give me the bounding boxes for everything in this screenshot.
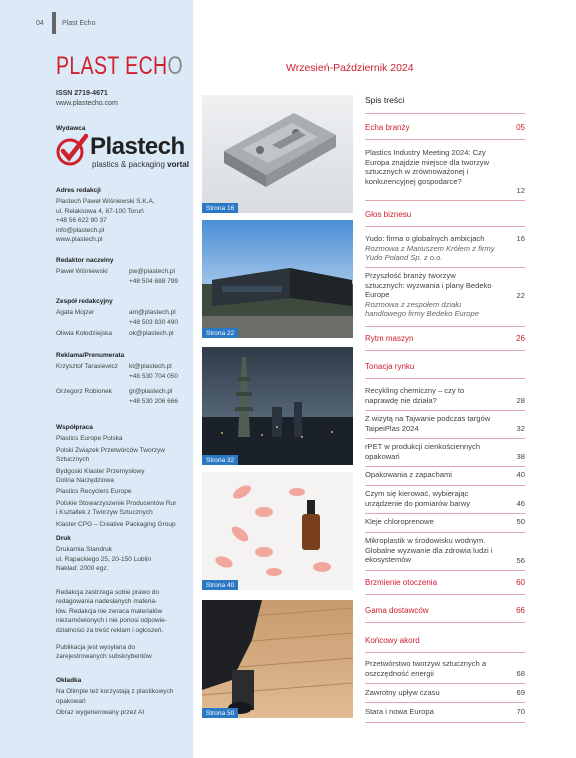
disclaimer: Redakcja zastrzega sobie prawo do redagowania nadesłanych materia- łów. Redakcja nie zwraca materiałów niezamówionych i nie ponosi odpowie- dzialności za treść reklam i ogłoszeń. <box>56 589 167 634</box>
photo-caption: Strona 32 <box>202 455 238 465</box>
toc-section-rytm[interactable]: Rytm maszyn 26 <box>365 334 525 343</box>
mold-image <box>202 95 353 213</box>
toc-divider <box>365 532 525 533</box>
toc-item[interactable]: Z wizytą na Tajwanie podczas targów TaipeiPlas 2024 32 <box>365 414 525 433</box>
toc-item[interactable]: Mikroplastik w środowisku wodnym. Globalne wyzwanie dla zdrowia ludzi i ekosystemów 56 <box>365 536 525 565</box>
cover-block: Okładka Na Olimpie też korzystają z plastikowych opakowań Obraz wygenerowany przez AI <box>56 677 174 717</box>
photo-worker[interactable] <box>202 600 353 718</box>
toc-divider <box>365 683 525 684</box>
website[interactable]: www.plastecho.com <box>56 100 118 107</box>
plast-echo-logo <box>56 52 183 81</box>
toc-divider <box>365 438 525 439</box>
toc-divider <box>365 410 525 411</box>
toc-section-glos[interactable]: Głos biznesu <box>365 210 412 219</box>
toc-item[interactable]: rPET w produkcji cienkościennych opakowań 38 <box>365 442 525 461</box>
photo-caption: Strona 22 <box>202 328 238 338</box>
toc-title: Spis treści <box>365 95 405 105</box>
photo-caption: Strona 16 <box>202 203 238 213</box>
toc-divider <box>365 267 525 268</box>
toc-item[interactable]: Opakowania z zapachami 40 <box>365 470 525 479</box>
toc-divider <box>365 378 525 379</box>
distribution-note: Publikacja jest wysyłana do zarejestrowanych subskrybentów <box>56 644 152 661</box>
logo-main: PLAST ECH <box>56 52 168 80</box>
toc-divider <box>365 113 525 114</box>
toc-section-brzmienie[interactable]: Brzmienie otoczenia 60 <box>365 578 525 587</box>
toc-item[interactable]: Przyszłość branży tworzyw sztucznych: wyzwania i plany Bedeko Europe Rozmowa z zespołem działu handlowego firmy Bedeko Europe 22 <box>365 271 525 319</box>
team-block: Zespół redakcyjny Agata Mojzer am@plastech.pl +48 503 830 490 Oliwia Kołodziejska ok@plastech.pl <box>56 298 178 338</box>
photo-building[interactable] <box>202 220 353 338</box>
photo-mold[interactable] <box>202 95 353 213</box>
toc-item[interactable]: Plastics Industry Meeting 2024: Czy Europa znajdzie miejsce dla tworzyw sztucznych w zrównoważonej i konkurencyjnej gospodarce? 12 <box>365 148 525 195</box>
toc-divider <box>365 226 525 227</box>
plastech-logo-sub: plastics & packaging vortal <box>92 160 189 169</box>
toc-item[interactable]: Stara i nowa Europa 70 <box>365 707 525 716</box>
toc-section-echa[interactable]: Echa branży 05 <box>365 123 525 132</box>
toc-divider <box>365 513 525 514</box>
toc-divider <box>365 485 525 486</box>
page-number: 04 <box>36 20 44 27</box>
ads-block: Reklama/Prenumerata Krzysztof Tarasiewicz kt@plastech.pl +48 530 704 050 Grzegorz Robionek gr@plastech.pl +48 530 206 666 <box>56 352 178 405</box>
toc-divider <box>365 139 525 140</box>
editor-block: Redaktor naczelny Paweł Wiśniewski pw@plastech.pl +48 504 688 799 <box>56 257 178 285</box>
toc-divider <box>365 622 525 623</box>
header-divider <box>52 12 56 34</box>
address-email[interactable]: info@plastech.pl <box>56 226 105 234</box>
toc-divider <box>365 652 525 653</box>
publisher-heading: Wydawca <box>56 125 86 132</box>
toc-section-gama[interactable]: Gama dostawców 66 <box>365 606 525 615</box>
toc-divider <box>365 722 525 723</box>
toc-divider <box>365 200 525 201</box>
toc-item[interactable]: Kleje chloroprenowe 50 <box>365 517 525 526</box>
photo-caption: Strona 50 <box>202 708 238 718</box>
address-site[interactable]: www.plastech.pl <box>56 236 103 244</box>
photo-perfume[interactable] <box>202 472 353 590</box>
toc-divider <box>365 350 525 351</box>
toc-divider <box>365 594 525 595</box>
address-block: Adres redakcji Plastech Paweł Wiśniewski S.K.A. ul. Relaksowa 4, 87-100 Toruń +48 56 622 90 37 info@plastech.pl www.plastech.pl <box>56 187 155 244</box>
toc-section-tonacja[interactable]: Tonacja rynku <box>365 362 415 371</box>
toc-item[interactable]: Zawrotny upływ czasu 69 <box>365 688 525 697</box>
toc-section-koncowy[interactable]: Końcowy akord <box>365 636 420 645</box>
photo-caption: Strona 40 <box>202 580 238 590</box>
floor-worker-image <box>202 600 353 718</box>
taipei-skyline-image <box>202 347 353 465</box>
issn: ISSN 2719-4671 <box>56 90 108 97</box>
photo-taipei[interactable] <box>202 347 353 465</box>
toc-divider <box>365 466 525 467</box>
toc-divider <box>365 570 525 571</box>
print-block: Druk Drukarnia Standruk ul. Rapackiego 25, 20-150 Lublin Nakład: 2000 egz. <box>56 535 152 573</box>
toc-item[interactable]: Czym się kierować, wybierając urządzenie do pomiarów barwy 46 <box>365 489 525 508</box>
toc-item[interactable]: Yudo: firma o globalnych ambicjach Rozmowa z Mariuszem Królem z firmy Yudo Poland Sp. z o.o. 16 <box>365 234 525 263</box>
logo-last-letter: O <box>167 52 184 80</box>
toc-divider <box>365 702 525 703</box>
toc-item[interactable]: Przetwórstwo tworzyw sztucznych a oszczędność energii 68 <box>365 659 525 678</box>
building-image <box>202 220 353 338</box>
magazine-name: Plast Echo <box>62 20 96 27</box>
toc-divider <box>365 326 525 327</box>
issue-date: Wrzesień-Październik 2024 <box>286 62 414 74</box>
toc-item[interactable]: Recykling chemiczny – czy to naprawdę nie działa? 28 <box>365 386 525 405</box>
plastech-logo-word: Plastech <box>90 133 185 160</box>
cooperation-block: Współpraca Plastics Europe Polska Polski Związek Przetwórców Tworzyw Sztucznych Bydgoski Klaster Przemysłowy Dolina Narzędziowa Plastics Recyclers Europe Polskie Stowarzyszenie Producentów Rur i Kształtek z Tworzyw Sztucznych Klaster CPG – Creative Packaging Group <box>56 424 177 528</box>
petals-bottle-image <box>202 472 353 590</box>
